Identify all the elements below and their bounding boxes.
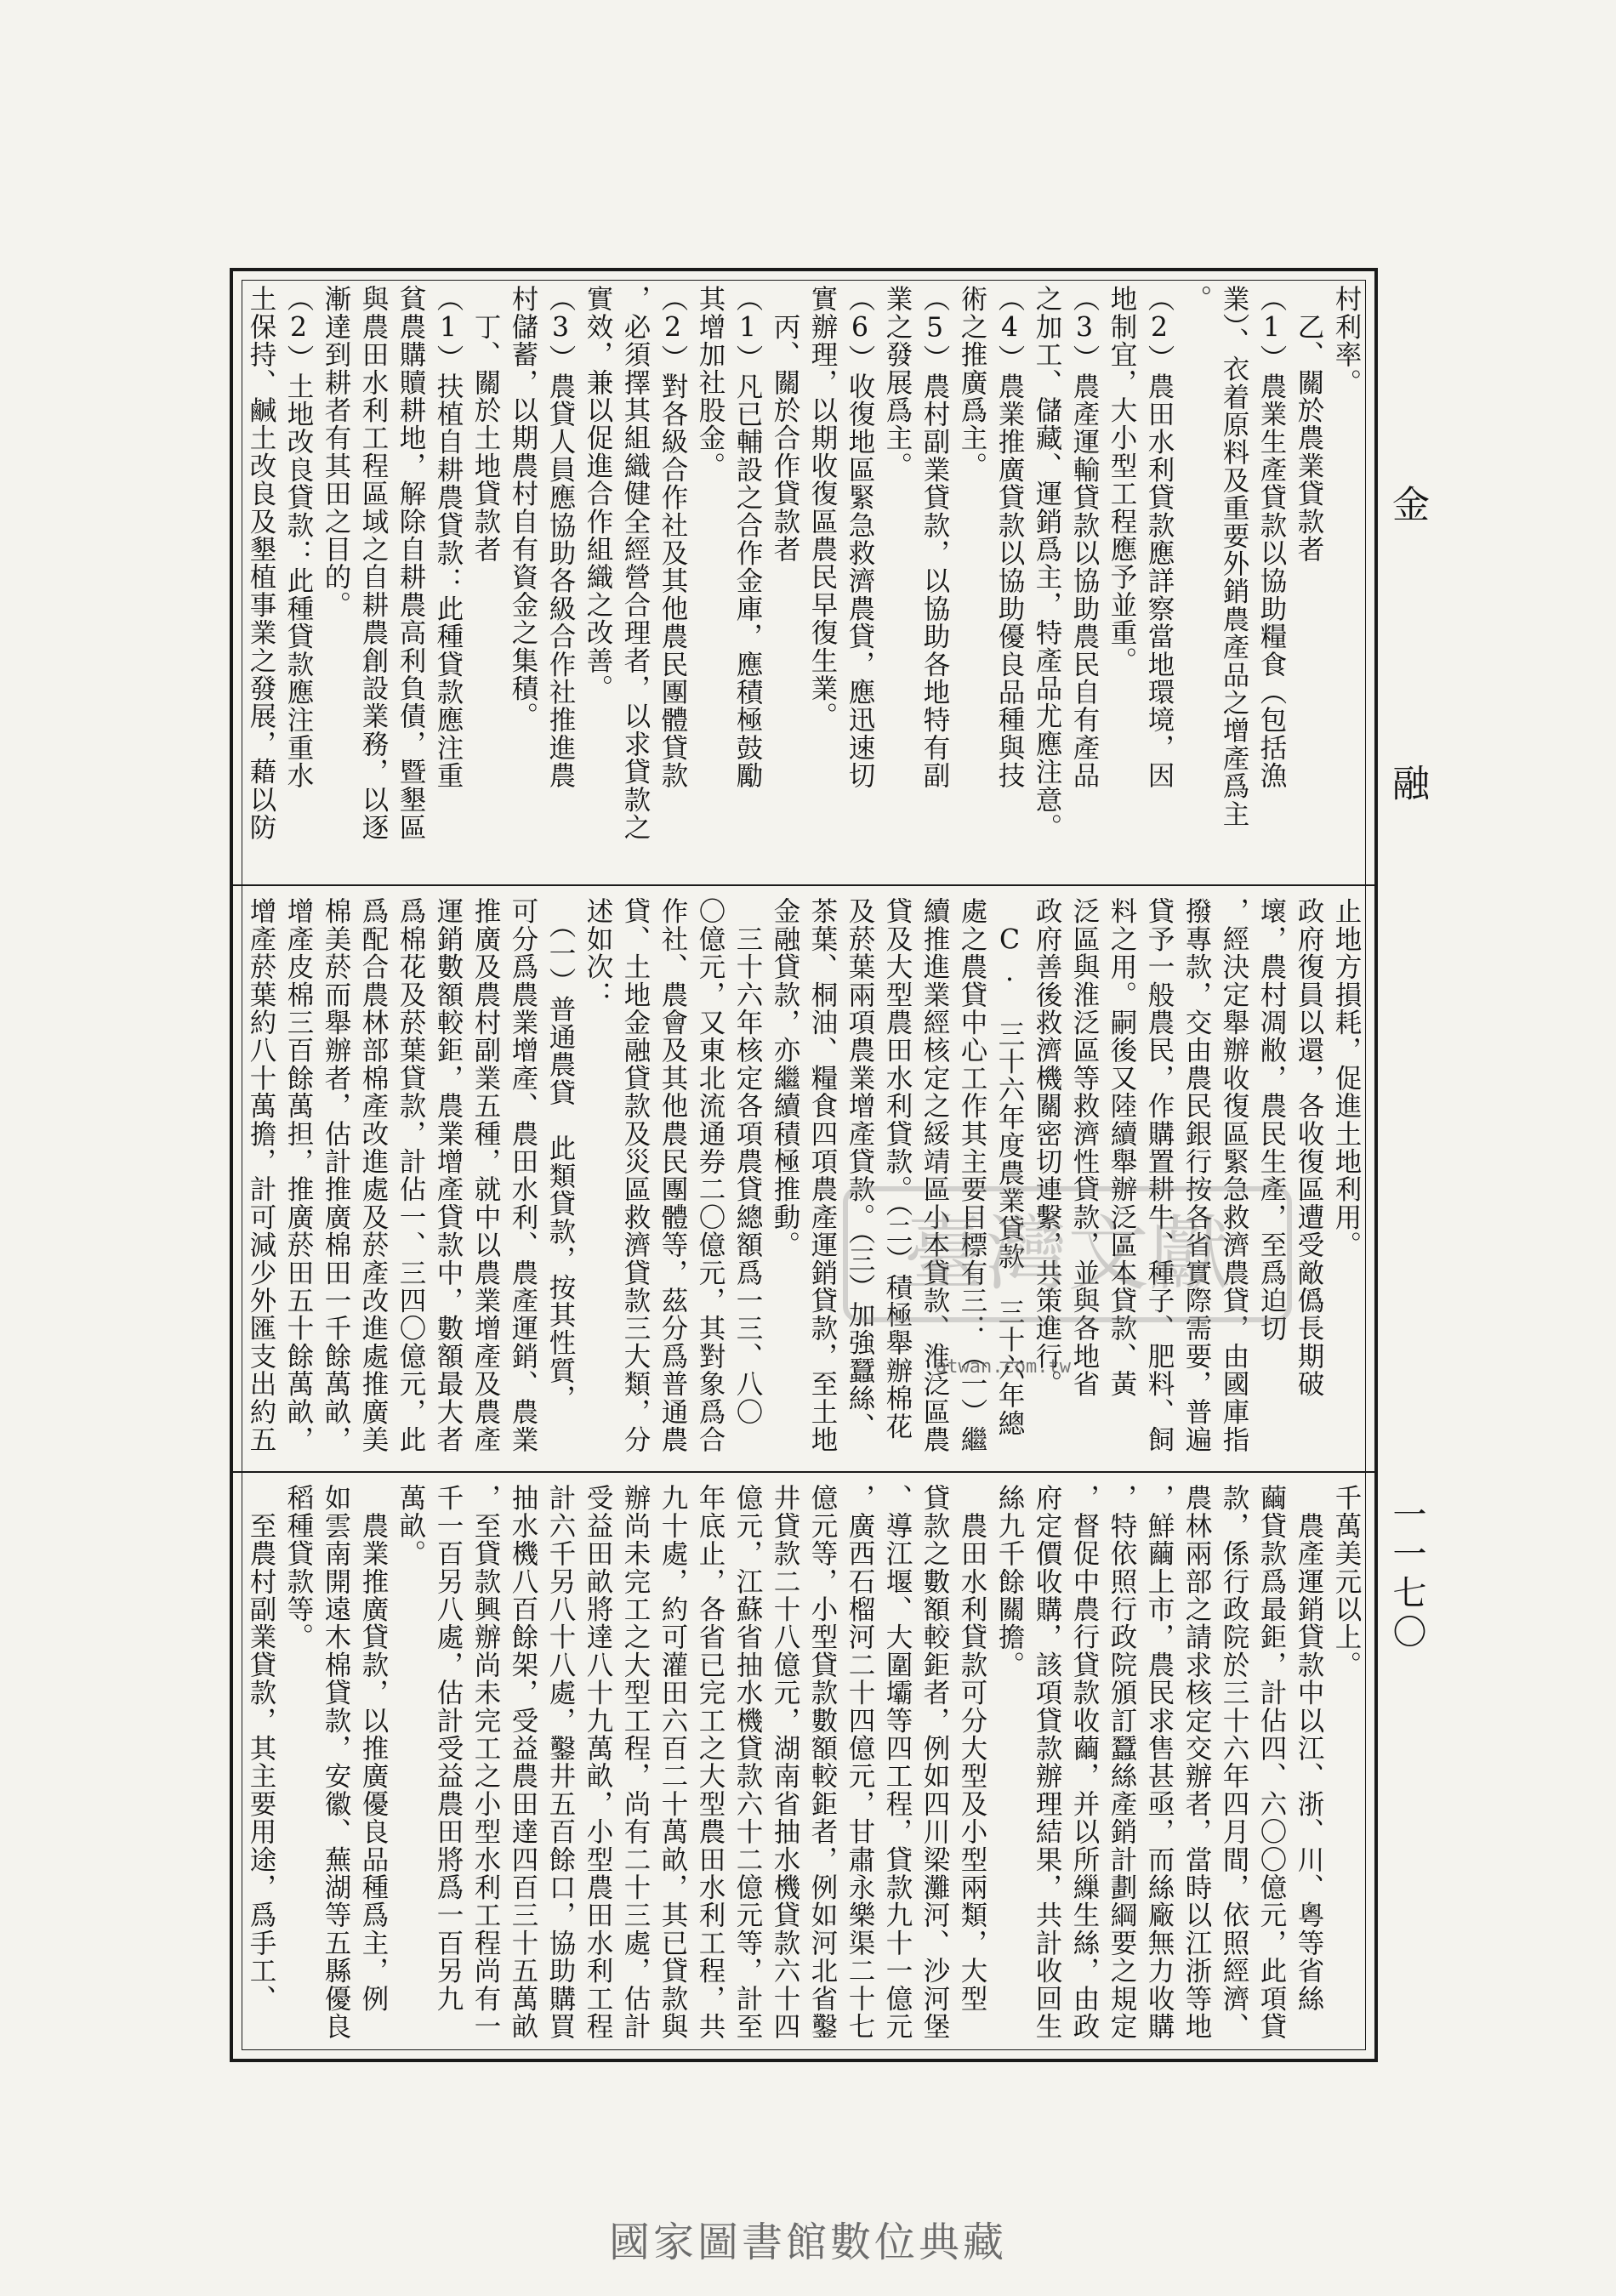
text-column: 受益田畝將達八十九萬畝，小型農田水利工程 xyxy=(583,1484,613,2040)
text-column: 款，係行政院於三十六年四月間，依照經濟、 xyxy=(1219,1484,1249,2040)
text-column: 撥專款，交由農民銀行按各省實際需要，普遍 xyxy=(1181,897,1212,1453)
text-column: 辦尚未完工之大型工程，尚有二十三處，估計 xyxy=(620,1484,651,2040)
text-column: 爲配合農林部棉產改進處及菸產改進處推廣美 xyxy=(358,897,389,1453)
text-column: （2）對各級合作社及其他農民團體貸款 xyxy=(657,285,688,790)
text-column: 。 xyxy=(1181,285,1212,313)
text-column: ，至貸款興辦尚未完工之小型水利工程尚有一 xyxy=(470,1484,501,2040)
text-column: 貸及大型農田水利貸款。（二）積極舉辦棉花 xyxy=(882,897,913,1441)
text-column: （1）凡已輔設之合作金庫，應積極鼓勵 xyxy=(732,285,763,790)
text-column: 丙、關於合作貸款者 xyxy=(770,285,800,563)
band-divider-lower xyxy=(230,1471,1378,1473)
upper-text-band xyxy=(242,285,1365,872)
text-column: 貸、土地金融貸款及災區救濟貸款三大類，分 xyxy=(620,897,651,1453)
middle-text-band xyxy=(242,897,1365,1458)
text-column: 三十六年核定各項農貸總額爲一三、八〇 xyxy=(732,897,763,1426)
text-column: 農田水利貸款可分大型及小型兩類，大型 xyxy=(957,1484,987,2013)
text-column: 增產皮棉三百餘萬担，推廣菸田五十餘萬畝， xyxy=(283,897,314,1453)
text-column: C. 三十六年度農業貸款 三十六年總 xyxy=(994,897,1025,1437)
band-divider-upper xyxy=(230,884,1378,886)
text-column: （3）農貸人員應協助各級合作社推進農 xyxy=(545,285,576,790)
text-column: ，督促中農行貸款收繭，并以所繅生絲，由政 xyxy=(1069,1484,1100,2040)
text-column: 稻種貸款等。 xyxy=(283,1484,314,1651)
text-column: 農產運銷貸款中以江、浙、川、粵等省絲 xyxy=(1294,1484,1324,2013)
text-column: 九十處，約可灌田六百二十萬畝，其已貸款與 xyxy=(657,1484,688,2040)
text-column: 計六千另八十八處，鑿井五百餘口，協助購買 xyxy=(545,1484,576,2040)
text-column: ，鮮繭上市，農民求售甚亟，而絲廠無力收購 xyxy=(1144,1484,1175,2040)
text-column: （4）農業推廣貸款以協助優良品種與技 xyxy=(994,285,1025,790)
text-column: 億元，江蘇省抽水機貸款六十二億元等，計至 xyxy=(732,1484,763,2040)
watermark-url: atwan.com.tw xyxy=(936,1356,1071,1378)
text-column: 作社、農會及其他農民團體等，茲分爲普通農 xyxy=(657,897,688,1453)
text-column: 貧農購贖耕地，解除自耕農高利負債，暨墾區 xyxy=(395,285,426,841)
text-column: 止地方損耗，促進土地利用。 xyxy=(1331,897,1362,1259)
text-column: （5）農村副業貸款，以協助各地特有副 xyxy=(919,285,950,790)
lower-text-band xyxy=(242,1484,1365,2049)
text-column: 千一百另八處，估計受益農田將爲一百另九 xyxy=(433,1484,464,2013)
text-column: 實辦理，以期收復區農民早復生業。 xyxy=(807,285,838,730)
text-column: 貸予一般農民，作購置耕牛、種子、肥料、飼 xyxy=(1144,897,1175,1453)
text-column: 、導江堰、大圍壩等四工程，貸款九十一億元 xyxy=(882,1484,913,2040)
watermark-logo-text: 臺灣文獻 xyxy=(904,1207,1231,1302)
text-column: （1）扶植自耕農貸款：此種貸款應注重 xyxy=(433,285,464,790)
text-column: （1）農業生產貸款以協助糧食（包括漁 xyxy=(1256,285,1287,790)
text-column: 業）、衣着原料及重要外銷農產品之增產爲主 xyxy=(1219,285,1249,828)
library-footer: 國家圖書館數位典藏 xyxy=(608,2219,1007,2266)
text-column: 可分爲農業增產、農田水利、農產運銷、農業 xyxy=(508,897,538,1453)
text-column: （6）收復地區緊急救濟農貸，應迅速切 xyxy=(845,285,875,790)
text-column: ，廣西石榴河二十四億元，甘肅永樂渠二十七 xyxy=(845,1484,875,2040)
text-column: 年底止，各省已完工之大型農田水利工程，共 xyxy=(695,1484,725,2040)
text-column: 土保持、鹹土改良及墾植事業之發展，藉以防 xyxy=(246,285,276,841)
watermark-logo xyxy=(842,1182,1293,1327)
text-column: 推廣及農村副業五種，就中以農業增產及農產 xyxy=(470,897,501,1453)
text-column: 與農田水利工程區域之自耕農創設業務，以逐 xyxy=(358,285,389,841)
text-column: 地制宜，大小型工程應予並重。 xyxy=(1107,285,1137,674)
text-column: 繭貸款爲最鉅，計佔四、六〇〇億元，此項貸 xyxy=(1256,1484,1287,2040)
text-column: 貸款之數額較鉅者，例如四川梁灘河、沙河堡 xyxy=(919,1484,950,2040)
text-column: 續推進業經核定之綏靖區小本貸款、淮泛區農 xyxy=(919,897,950,1453)
text-column: （一）普通農貸 此類貸款，按其性質， xyxy=(545,897,576,1412)
text-column: 井貸款二十八億元，湖南省抽水機貸款六十四 xyxy=(770,1484,800,2040)
text-column: 棉美菸而舉辦者，估計推廣棉田一千餘萬畝， xyxy=(321,897,351,1453)
text-column: 府定價收購，該項貸款辦理結果，共計收回生 xyxy=(1032,1484,1062,2040)
text-column: 之加工、儲藏、運銷爲主，特產品尤應注意。 xyxy=(1032,285,1062,841)
text-column: ，特依照行政院頒訂蠶絲產銷計劃綱要之規定 xyxy=(1107,1484,1137,2040)
text-column: 料之用。嗣後又陸續舉辦泛區本貸款、黃 xyxy=(1107,897,1137,1398)
text-column: 萬畝。 xyxy=(395,1484,426,1568)
text-column: 村儲蓄，以期農村自有資金之集積。 xyxy=(508,285,538,730)
text-column: 增產菸葉約八十萬擔，計可減少外匯支出約五 xyxy=(246,897,276,1453)
text-column: 千萬美元以上。 xyxy=(1331,1484,1362,1679)
text-column: ，經決定舉辦收復區緊急救濟農貸，由國庫指 xyxy=(1219,897,1249,1453)
text-column: 其增加社股金。 xyxy=(695,285,725,480)
text-column: 處之農貸中心工作其主要目標有三：（一）繼 xyxy=(957,897,987,1453)
text-column: （3）農產運輸貸款以協助農民自有產品 xyxy=(1069,285,1100,790)
text-column: 術之推廣爲主。 xyxy=(957,285,987,480)
text-column: 實效，兼以促進合作組織之改善。 xyxy=(583,285,613,702)
text-column: 〇億元，又東北流通券二〇億元，其對象爲合 xyxy=(695,897,725,1453)
text-column: 農業推廣貸款，以推廣優良品種爲主，例 xyxy=(358,1484,389,2013)
page-number: 一一七〇 xyxy=(1387,1497,1426,1653)
text-column: 茶葉、桐油、糧食四項農產運銷貸款，至土地 xyxy=(807,897,838,1453)
text-column: 泛區與淮泛區等救濟性貸款，並與各地省 xyxy=(1069,897,1100,1398)
text-column: 政府善後救濟機關密切連繫，共策進行。 xyxy=(1032,897,1062,1398)
text-column: 村利率。 xyxy=(1331,285,1362,396)
text-column: 如雲南開遠木棉貸款，安徽、蕪湖等五縣優良 xyxy=(321,1484,351,2040)
text-column: 爲棉花及菸葉貸款，計佔一、三四〇億元，此 xyxy=(395,897,426,1453)
text-column: 億元等，小型貸款數額較鉅者，例如河北省鑿 xyxy=(807,1484,838,2040)
text-column: 農林兩部之請求核定交辦者，當時以江浙等地 xyxy=(1181,1484,1212,2040)
text-column: 乙、關於農業貸款者 xyxy=(1294,285,1324,563)
text-column: 漸達到耕者有其田之目的。 xyxy=(321,285,351,619)
text-column: 抽水機八百餘架，受益農田達四百三十五萬畝 xyxy=(508,1484,538,2040)
text-column: 及菸葉兩項農業增產貸款。（三）加強蠶絲、 xyxy=(845,897,875,1441)
text-column: 述如次： xyxy=(583,897,613,1009)
text-column: 丁、關於土地貸款者 xyxy=(470,285,501,563)
text-column: 運銷數額較鉅，農業增產貸款中，數額最大者 xyxy=(433,897,464,1453)
text-column: （2）土地改良貸款：此種貸款應注重水 xyxy=(283,285,314,790)
text-column: 絲九千餘關擔。 xyxy=(994,1484,1025,1679)
text-column: 金融貸款，亦繼續積極推動。 xyxy=(770,897,800,1259)
text-column: ，必須擇其組織健全經營合理者，以求貸款之 xyxy=(620,285,651,841)
text-column: 壞，農村凋敝，農民生產，至爲迫切 xyxy=(1256,897,1287,1343)
text-column: 政府復員以還，各收復區遭受敵僞長期破 xyxy=(1294,897,1324,1398)
section-title: 金 融 xyxy=(1386,485,1429,903)
text-column: 業之發展爲主。 xyxy=(882,285,913,480)
text-column: 至農村副業貸款，其主要用途，爲手工、 xyxy=(246,1484,276,2013)
text-column: （2）農田水利貸款應詳察當地環境，因 xyxy=(1144,285,1175,790)
